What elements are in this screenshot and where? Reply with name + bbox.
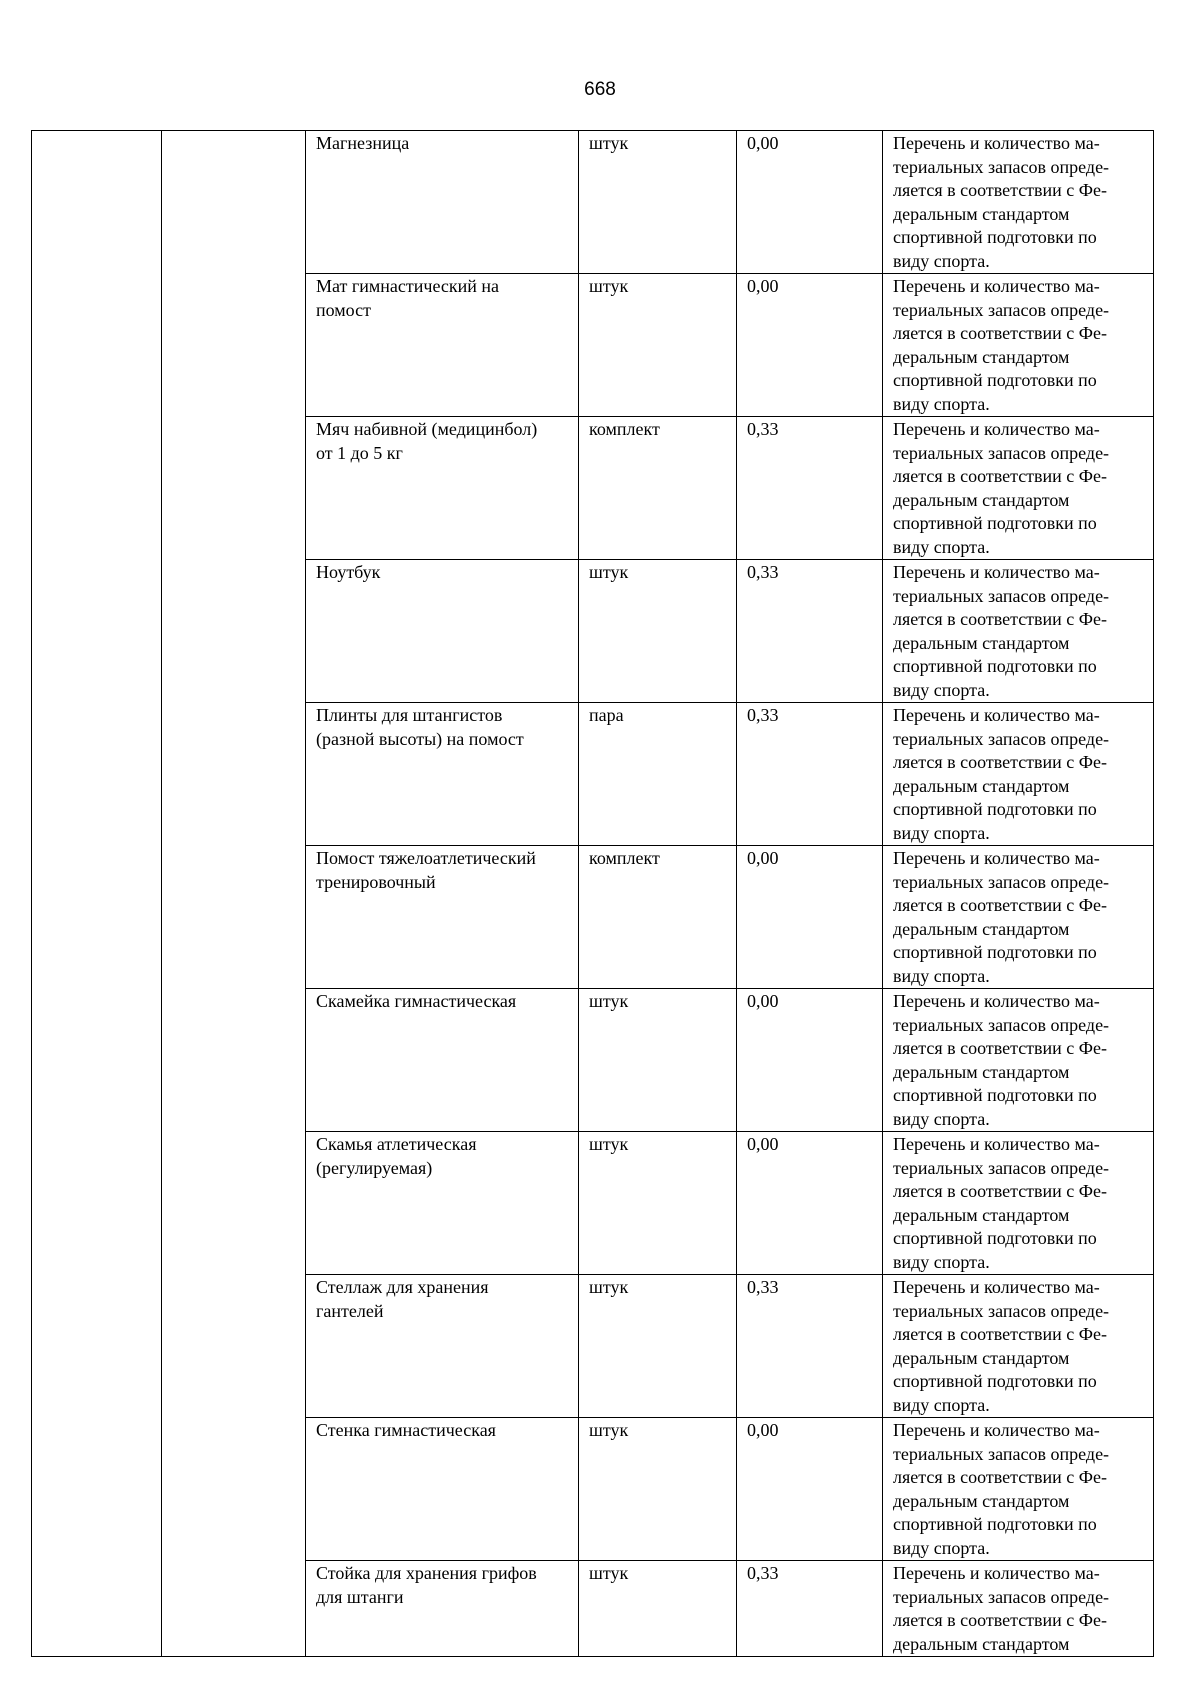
merged-cell-col2 [162, 131, 306, 1657]
item-name-cell: Мат гимнастический на помост [306, 274, 579, 417]
note-cell: Перечень и количество ма- териальных запасов опреде- ляется в соответствии с Фе- деральным стандартом [883, 1561, 1154, 1657]
quantity-cell: 0,00 [737, 1418, 883, 1561]
item-name-cell: Скамейка гимнастическая [306, 989, 579, 1132]
note-cell: Перечень и количество ма- териальных запасов опреде- ляется в соответствии с Фе- деральным стандартом спортивной подготовки по виду спорта. [883, 1132, 1154, 1275]
unit-cell: штук [579, 1561, 737, 1657]
merged-cell-col1 [32, 131, 162, 1657]
item-name-cell: Магнезница [306, 131, 579, 274]
quantity-cell: 0,00 [737, 131, 883, 274]
quantity-cell: 0,33 [737, 703, 883, 846]
table-row [32, 131, 1154, 274]
note-cell: Перечень и количество ма- териальных запасов опреде- ляется в соответствии с Фе- деральным стандартом спортивной подготовки по виду спорта. [883, 1275, 1154, 1418]
quantity-cell: 0,33 [737, 1561, 883, 1657]
unit-cell: штук [579, 560, 737, 703]
quantity-cell: 0,33 [737, 1275, 883, 1418]
item-name-cell: Стойка для хранения грифов для штанги [306, 1561, 579, 1657]
equipment-table [31, 130, 1154, 1657]
quantity-cell: 0,00 [737, 846, 883, 989]
item-name-cell: Стеллаж для хранения гантелей [306, 1275, 579, 1418]
quantity-cell: 0,33 [737, 417, 883, 560]
quantity-cell: 0,33 [737, 560, 883, 703]
page-number: 668 [584, 79, 616, 100]
unit-cell: штук [579, 1132, 737, 1275]
table-body [32, 131, 1154, 1657]
unit-cell: пара [579, 703, 737, 846]
item-name-cell: Ноутбук [306, 560, 579, 703]
item-name-cell: Скамья атлетическая (регулируемая) [306, 1132, 579, 1275]
unit-cell: штук [579, 274, 737, 417]
note-cell: Перечень и количество ма- териальных запасов опреде- ляется в соответствии с Фе- деральным стандартом спортивной подготовки по виду спорта. [883, 703, 1154, 846]
note-cell: Перечень и количество ма- териальных запасов опреде- ляется в соответствии с Фе- деральным стандартом спортивной подготовки по виду спорта. [883, 274, 1154, 417]
unit-cell: штук [579, 989, 737, 1132]
note-cell: Перечень и количество ма- териальных запасов опреде- ляется в соответствии с Фе- деральным стандартом спортивной подготовки по виду спорта. [883, 131, 1154, 274]
item-name-cell: Помост тяжелоатлетический тренировочный [306, 846, 579, 989]
quantity-cell: 0,00 [737, 989, 883, 1132]
unit-cell: комплект [579, 417, 737, 560]
unit-cell: комплект [579, 846, 737, 989]
quantity-cell: 0,00 [737, 274, 883, 417]
note-cell: Перечень и количество ма- териальных запасов опреде- ляется в соответствии с Фе- деральным стандартом спортивной подготовки по виду спорта. [883, 846, 1154, 989]
note-cell: Перечень и количество ма- териальных запасов опреде- ляется в соответствии с Фе- деральным стандартом спортивной подготовки по виду спорта. [883, 1418, 1154, 1561]
item-name-cell: Мяч набивной (медицинбол) от 1 до 5 кг [306, 417, 579, 560]
quantity-cell: 0,00 [737, 1132, 883, 1275]
unit-cell: штук [579, 1418, 737, 1561]
item-name-cell: Стенка гимнастическая [306, 1418, 579, 1561]
note-cell: Перечень и количество ма- териальных запасов опреде- ляется в соответствии с Фе- деральным стандартом спортивной подготовки по виду спорта. [883, 417, 1154, 560]
note-cell: Перечень и количество ма- териальных запасов опреде- ляется в соответствии с Фе- деральным стандартом спортивной подготовки по виду спорта. [883, 989, 1154, 1132]
note-cell: Перечень и количество ма- териальных запасов опреде- ляется в соответствии с Фе- деральным стандартом спортивной подготовки по виду спорта. [883, 560, 1154, 703]
unit-cell: штук [579, 1275, 737, 1418]
item-name-cell: Плинты для штангистов (разной высоты) на помост [306, 703, 579, 846]
unit-cell: штук [579, 131, 737, 274]
